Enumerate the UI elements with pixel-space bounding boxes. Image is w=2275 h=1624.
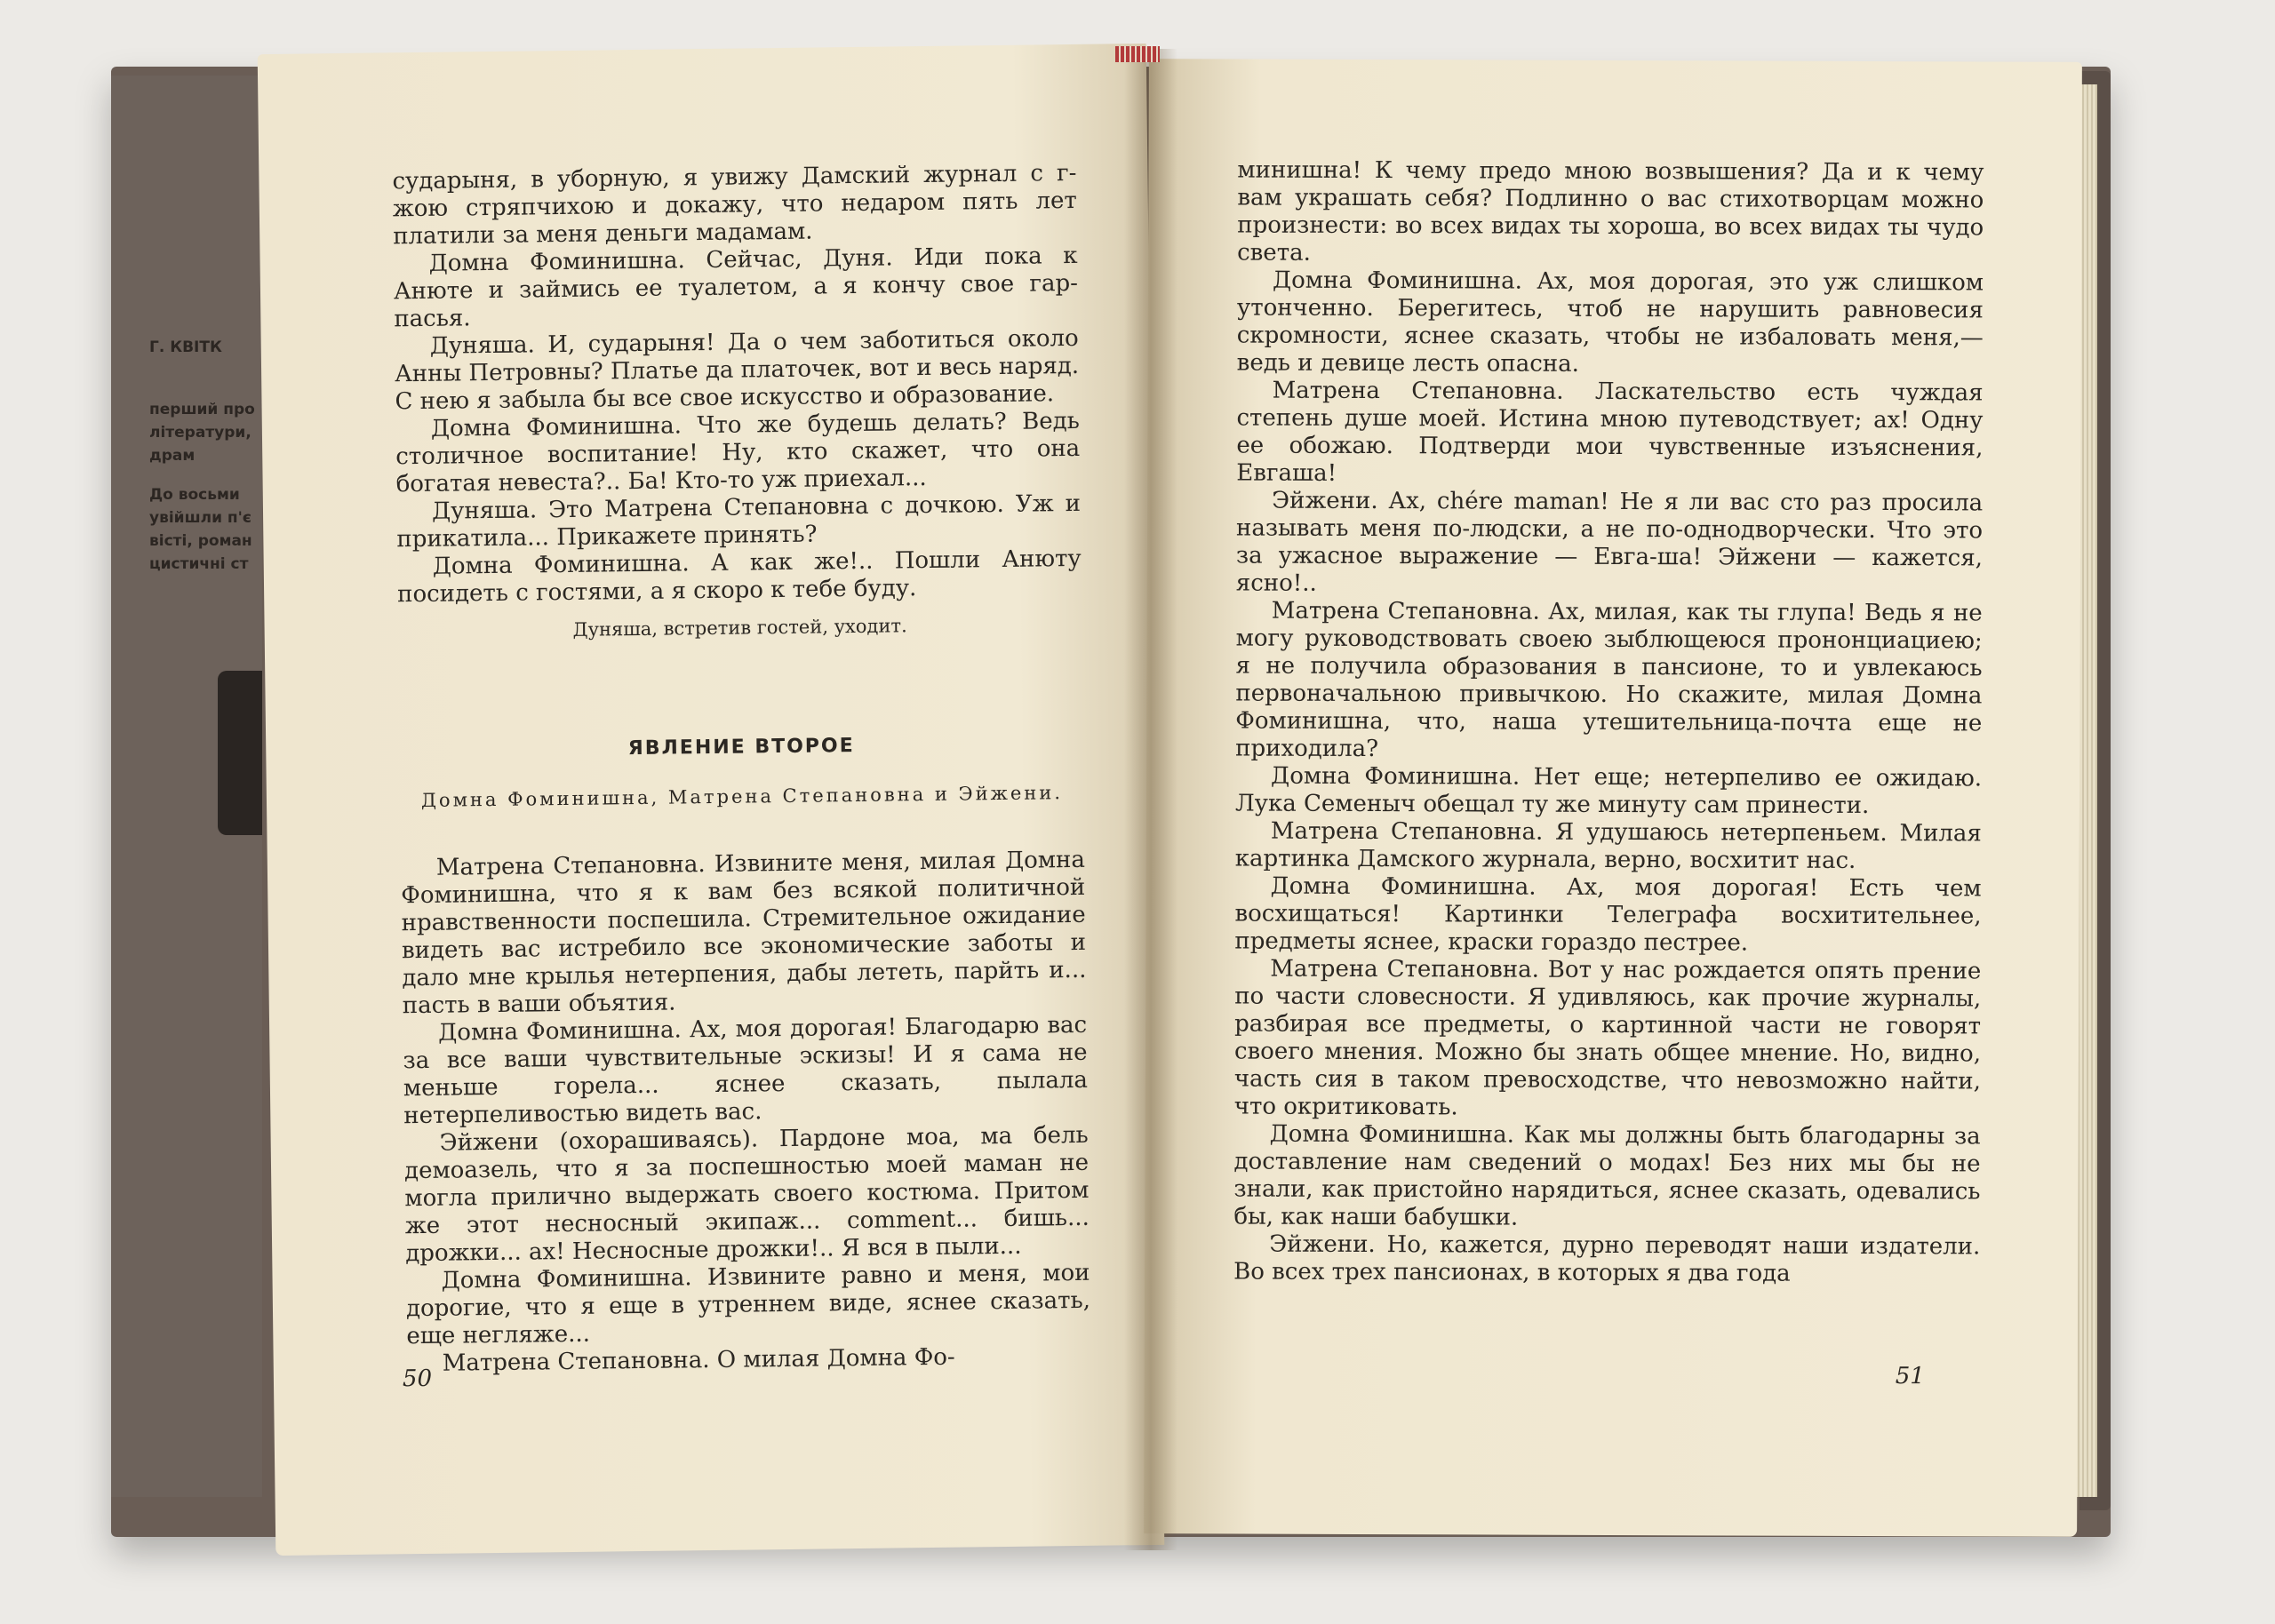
paragraph: Домна Фоминишна. Ах, моя дорогая! Благодарю вас за все ваши чувствительные эскизы! И я сама не меньше горела... яснее сказать, пылала нетерпеливостью видеть вас.: [403, 1011, 1089, 1130]
paragraph: Матрена Степановна. О милая Домна Фо-: [442, 1343, 955, 1377]
page-number: 50: [402, 1365, 433, 1393]
paragraph: Дуняша. И, сударыня! Да о чем заботиться около Анны Петровны? Платье да платочек, вот и весь наряд. С нею я забыла бы все свое искусство и образование.: [394, 324, 1080, 416]
cover-line: літератури,: [149, 424, 251, 442]
paragraph: Матрена Степановна. Вот у нас рождается опять прение по части словесности. Я удивляюсь, как прочие журналы, разбирая все предметы, о картинной части не говорят своего мнения. Можно бы знать общее мнение. Но, видно, часть сия в таком превосходстве, что невозможно найти, что окритиковать.: [1233, 955, 1982, 1121]
left-page[interactable]: [258, 44, 1165, 1556]
page-number: 51: [1895, 1363, 1925, 1390]
cover-emblem-icon: [218, 671, 262, 835]
stage-direction: Дуняша, встретив гостей, уходит.: [572, 615, 907, 641]
right-text-column: [1233, 157, 1984, 1289]
paragraph: Эйжени. Но, кажется, дурно переводят наши издатели. Во всех трех пансионах, в которых я два года: [1233, 1230, 1981, 1287]
cover-line: цистичні ст: [149, 555, 249, 573]
paragraph: Домна Фоминишна. Ах, моя дорогая, это уж слишком утонченно. Берегитесь, чтоб не нарушить равновесия скромности, яснее сказать, чтобы не избаловать меня,— ведь и девице лесть опасна.: [1236, 267, 1984, 378]
paragraph: Матрена Степановна. Ласкательство есть чуждая степень душе моей. Истина мною путеводствует; ах! Одну ее обожаю. Подтверди мои чувственные изъяснения, Евгаша!: [1236, 377, 1984, 487]
paragraph: Домна Фоминишна. Извините равно и меня, мои дорогие, что я еще в утреннем виде, яснее сказать, еще негляже...: [405, 1259, 1091, 1350]
paragraph: Эйжени (охорашиваясь). Пардоне моа, ма бель демоазель, что я за поспешностью моей маман не могла прилично выдержать своего костюма. Притом же этот несносный экипаж... comment... бишь... дрожки... ах! Несносные дрожки!.. Я вся в пыли...: [403, 1121, 1090, 1268]
right-page[interactable]: [1144, 59, 2082, 1537]
paragraph: сударыня, в уборную, я увижу Дамский журнал с г-жою стряпчихою и докажу, что недаром пять лет платили за меня деньги мадамам.: [392, 159, 1077, 251]
paragraph: Домна Фоминишна. Нет еще; нетерпеливо ее ожидаю. Лука Семеныч обещал ту же минуту сам принести.: [1234, 762, 1983, 820]
paragraph: минишна! К чему предо мною возвышения? Да и к чему вам украшать себя? Подлинно о вас стихотворцам можно произнести: во всех видах ты хороша, во всех видах ты чудо света.: [1237, 156, 1984, 267]
scene-title: ЯВЛЕНИЕ ВТОРОЕ: [627, 735, 855, 760]
paragraph: Дуняша. Это Матрена Степановна с дочкою. Уж и прикатила... Прикажете принять?: [396, 490, 1082, 553]
book-gutter: [1124, 49, 1177, 1550]
paragraph: Эйжени. Ах, chére maman! Не я ли вас сто раз просила называть меня по-людски, а не по-однодворчески. Что это за ужасное выражение — Евга-ша! Эйжени — кажется, ясно!..: [1235, 487, 1984, 597]
cover-line: перший про: [149, 401, 255, 418]
cover-line: До восьми: [149, 486, 240, 504]
cover-line: вісті, роман: [149, 532, 252, 550]
left-text-column: [392, 160, 1091, 1378]
headband: [1115, 46, 1160, 62]
scene-characters: Домна Фоминишна, Матрена Степановна и Эйжени.: [420, 782, 1064, 811]
cover-text: [149, 338, 265, 577]
paragraph: Домна Фоминишна. Как мы должны быть благодарны за доставление нам сведений о модах! Без них мы бы не знали, как пристойно нарядиться, яснее сказать, одевались бы, как наши бабушки.: [1233, 1120, 1981, 1231]
cover-line: драм: [149, 447, 196, 465]
paragraph: Матрена Степановна. Я удушаюсь нетерпеньем. Милая картинка Дамского журнала, верно, восхитит нас.: [1234, 817, 1982, 874]
paragraph: Домна Фоминишна. Ах, моя дорогая! Есть чем восхищаться! Картинки Телеграфа восхитительнее, предметы яснее, краски гораздо пестрее.: [1234, 872, 1982, 957]
paragraph: Домна Фоминишна. Что же будешь делать? Ведь столичное воспитание! Ну, кто скажет, что она богатая невеста?.. Ба! Кто-то уж приехал...: [395, 407, 1081, 498]
paragraph: Домна Фоминишна. Сейчас, Дуня. Иди пока к Анюте и займись ее туалетом, а я кончу свое гар-пасья.: [393, 242, 1079, 333]
paragraph: Домна Фоминишна. А как же!.. Пошли Анюту посидеть с гостями, а я скоро к тебе буду.: [396, 545, 1082, 609]
paragraph: Матрена Степановна. Извините меня, милая Домна Фоминишна, что я к вам без всякой политичной нравственности поспешила. Стремительное ожидание видеть вас истребило все экономические заботы и дало мне крылья нетерпения, дабы лететь, парйть и... пасть в ваши объятия.: [401, 846, 1087, 1020]
cover-author: Г. КВІТК: [149, 338, 222, 356]
paragraph: Матрена Степановна. Ах, милая, как ты глупа! Ведь я не могу руководствовать своею зыблющеюся прононциациею; я не получила образования в пансионе, то и увлекаюсь первоначальною привычкою. Но скажите, милая Домна Фоминишна, что, наша утешительница-почта еще не приходила?: [1235, 597, 1983, 763]
cover-line: увійшли п'є: [149, 509, 251, 527]
